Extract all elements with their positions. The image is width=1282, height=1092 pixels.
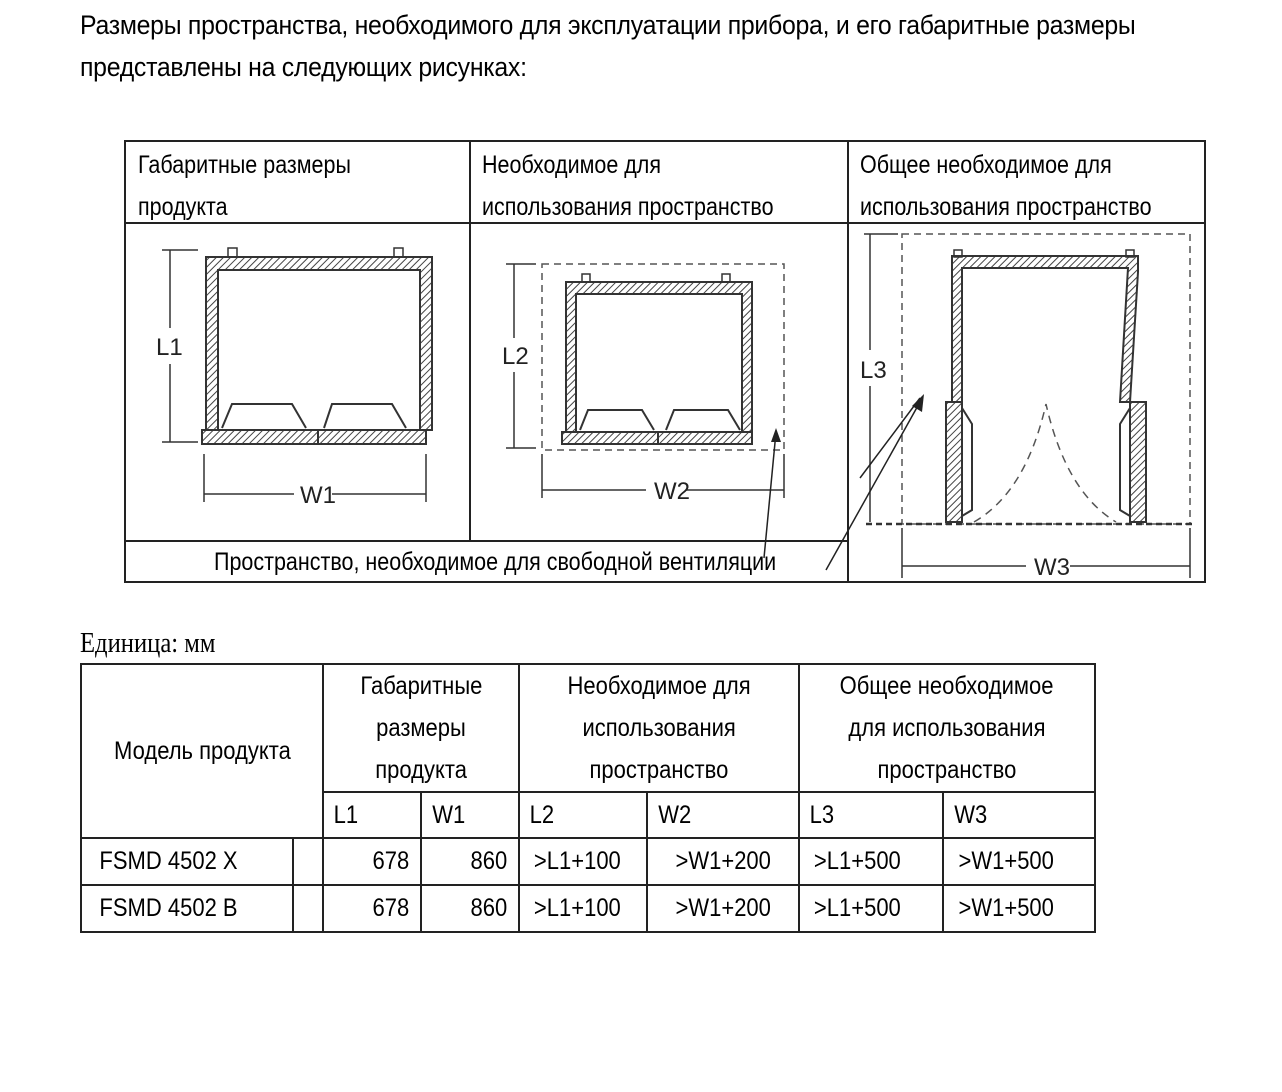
- row2-model-text: FSMD 4502 B: [99, 894, 238, 922]
- row2-l3: [799, 885, 943, 932]
- col3-title-line1: Общее необходимое для: [860, 151, 1112, 179]
- row2-w1: [421, 885, 519, 932]
- sub-l3: [799, 792, 943, 838]
- row1-w1: [421, 838, 519, 885]
- row1-l1: [323, 838, 421, 885]
- row2-w1-text: 860: [470, 894, 508, 922]
- panel1-appliance: [162, 248, 432, 502]
- sub-l2: [519, 792, 647, 838]
- dimensions-table: [80, 663, 1096, 933]
- row1-w3-text: >W1+500: [958, 847, 1054, 875]
- vent-space-label: Пространство, необходимое для свободной вентиляции: [214, 548, 777, 576]
- sub-w2: [647, 792, 799, 838]
- row1-l2-text: >L1+100: [533, 847, 621, 875]
- row2-l1: [323, 885, 421, 932]
- sub-l1-text: L1: [333, 800, 359, 829]
- group1-line1: Габаритные: [359, 672, 483, 700]
- group1-line2: размеры: [376, 714, 466, 742]
- panel2-appliance: [506, 264, 784, 558]
- model-header: [81, 664, 323, 838]
- col2-title-line1: Необходимое для: [482, 151, 662, 179]
- group3-line3: пространство: [877, 756, 1017, 784]
- dimensions-diagram: [124, 140, 1206, 583]
- sub-l3-text: L3: [809, 800, 835, 829]
- sub-w1-text: W1: [432, 800, 466, 829]
- group2-line3: пространство: [589, 756, 729, 784]
- group3-header: [799, 664, 1095, 792]
- row1-l1-text: 678: [372, 847, 410, 875]
- label-l2: L2: [502, 343, 529, 370]
- group3-line1: Общее необходимое: [840, 672, 1054, 700]
- model-header-text: Модель продукта: [113, 736, 291, 765]
- label-w2: W2: [654, 478, 690, 505]
- panel3-appliance: [826, 234, 1192, 578]
- row1-w2: [647, 838, 799, 885]
- group1-header: [323, 664, 519, 792]
- row2-w2: [647, 885, 799, 932]
- label-w1: W1: [300, 482, 336, 509]
- sub-l2-text: L2: [529, 800, 555, 829]
- diagram-drawings: [126, 142, 1206, 583]
- label-w3: W3: [1034, 554, 1070, 581]
- row2-w3-text: >W1+500: [958, 894, 1054, 922]
- row1-empty: [293, 838, 323, 885]
- group2-line2: использования: [582, 714, 736, 742]
- row1-model: [81, 838, 293, 885]
- row1-model-text: FSMD 4502 X: [99, 847, 238, 875]
- row2-l2-text: >L1+100: [533, 894, 621, 922]
- row2-model: [81, 885, 293, 932]
- row2-l1-text: 678: [372, 894, 410, 922]
- sub-l1: [323, 792, 421, 838]
- group1-line3: продукта: [375, 756, 467, 784]
- intro-line-2: представлены на следующих рисунках:: [80, 52, 527, 82]
- table-row: [81, 838, 1095, 885]
- row1-w2-text: >W1+200: [675, 847, 771, 875]
- label-l1: L1: [156, 334, 183, 361]
- row2-w3: [943, 885, 1095, 932]
- group2-header: [519, 664, 799, 792]
- col3-title-line2: использования пространство: [860, 193, 1152, 221]
- unit-label: Единица: мм: [80, 628, 216, 659]
- row2-empty: [293, 885, 323, 932]
- row2-w2-text: >W1+200: [675, 894, 771, 922]
- sub-w1: [421, 792, 519, 838]
- col1-title-line1: Габаритные размеры: [138, 151, 351, 179]
- row2-l2: [519, 885, 647, 932]
- table-header-row: [81, 664, 1095, 792]
- row2-l3-text: >L1+500: [813, 894, 901, 922]
- col1-title-line2: продукта: [138, 193, 228, 221]
- row1-l3-text: >L1+500: [813, 847, 901, 875]
- label-l3: L3: [860, 357, 887, 384]
- row1-w1-text: 860: [470, 847, 508, 875]
- col2-title-line2: использования пространство: [482, 193, 774, 221]
- sub-w3-text: W3: [954, 800, 988, 829]
- intro-text: [80, 4, 1239, 88]
- intro-line-1: Размеры пространства, необходимого для эксплуатации прибора, и его габаритные размеры: [80, 10, 1136, 40]
- row1-l2: [519, 838, 647, 885]
- table-row: [81, 885, 1095, 932]
- row1-w3: [943, 838, 1095, 885]
- row1-l3: [799, 838, 943, 885]
- sub-w3: [943, 792, 1095, 838]
- group2-line1: Необходимое для: [567, 672, 751, 700]
- group3-line2: для использования: [848, 714, 1046, 742]
- sub-w2-text: W2: [658, 800, 692, 829]
